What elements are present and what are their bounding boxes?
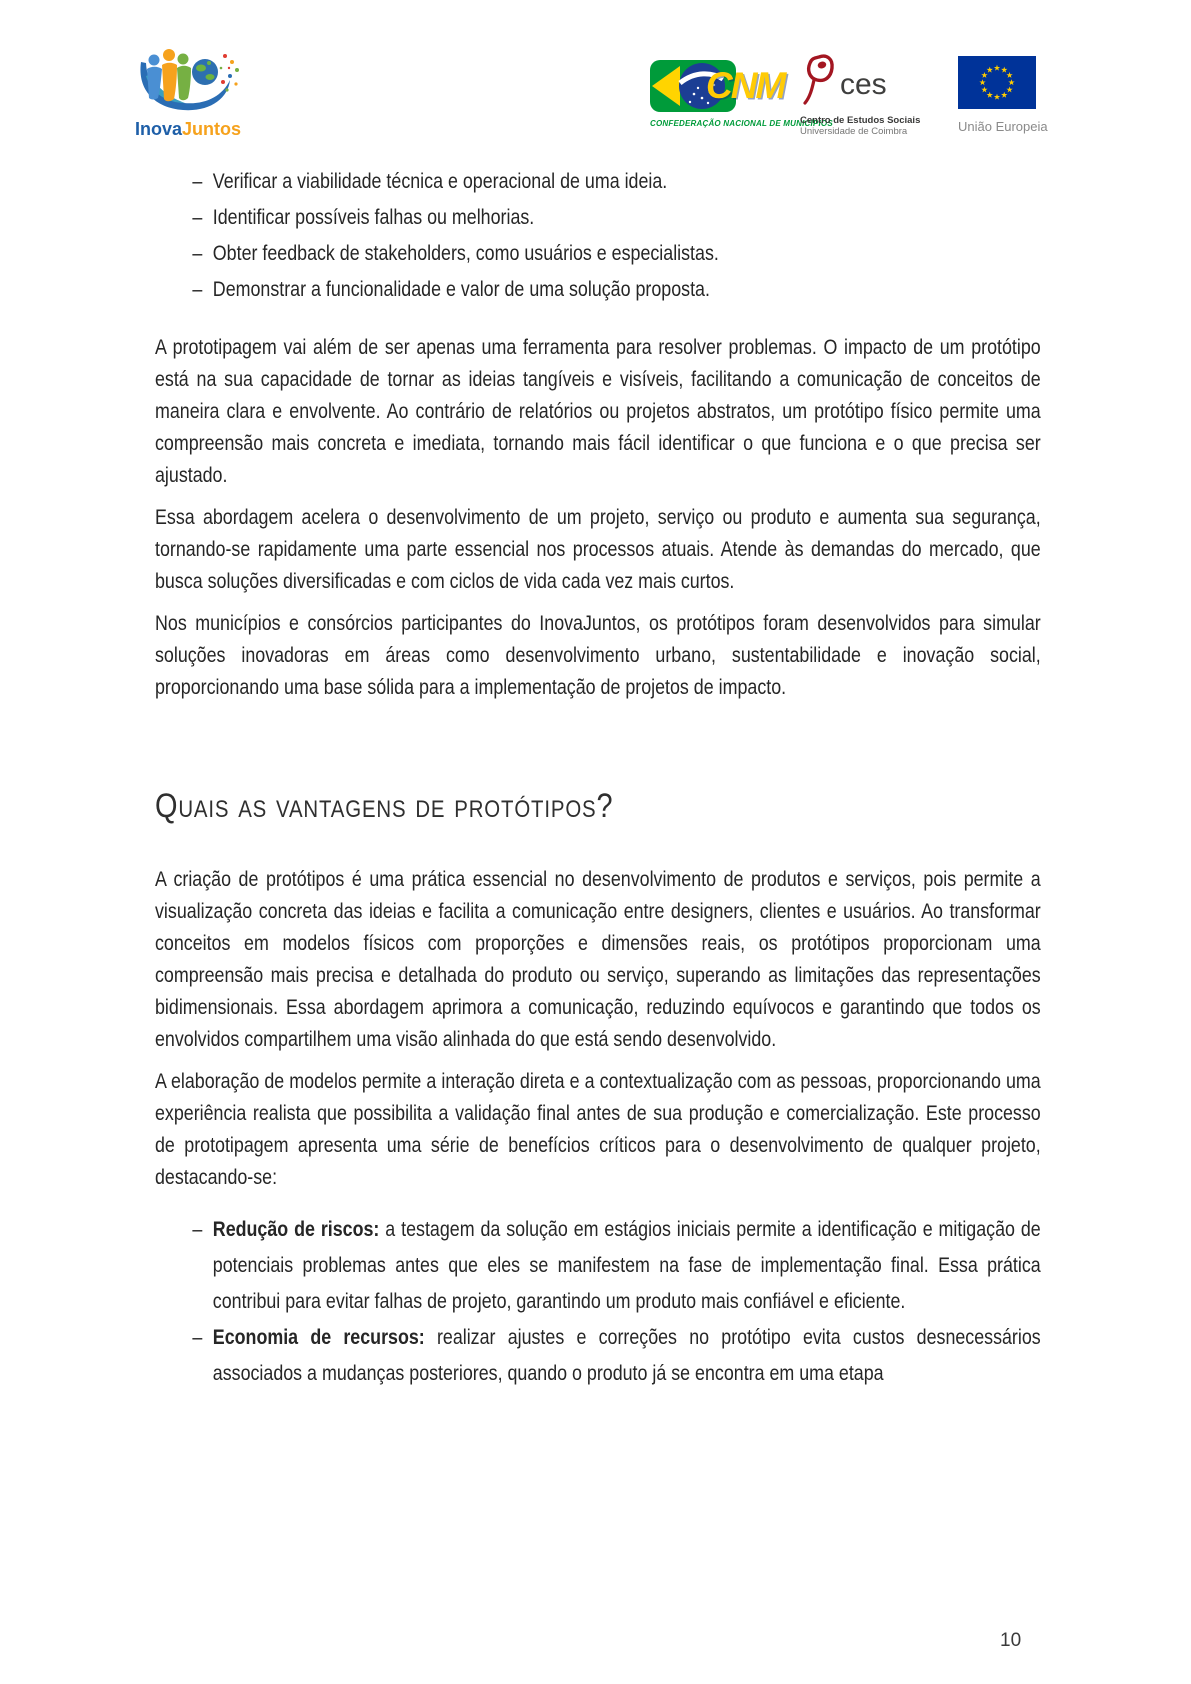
eu-flag-icon <box>958 56 1036 109</box>
benefit-description: realizar ajustes e correções no protótipo evita custos desnecessários associados a mudanças posteriores, quando o produto já se encontra em uma etapa <box>212 1326 1041 1385</box>
cnm-logo <box>650 58 833 128</box>
inovajuntos-wordmark <box>132 119 244 140</box>
list-item-text: Verificar a viabilidade técnica e operacional de uma ideia. <box>212 170 668 193</box>
list-item-text: Demonstrar a funcionalidade e valor de uma solução proposta. <box>212 278 710 301</box>
dash-marker: – <box>192 1218 203 1241</box>
list-item-text: Obter feedback de stakeholders, como usuários e especialistas. <box>212 242 719 265</box>
benefit-label: Redução de riscos: <box>212 1218 380 1241</box>
eu-logo <box>958 56 1048 134</box>
intro-bullet-list <box>155 164 1041 308</box>
inovajuntos-logo <box>132 46 244 140</box>
cnm-acronym: CNM <box>706 65 785 106</box>
ces-symbol-icon <box>800 50 838 110</box>
benefit-label: Economia de recursos: <box>212 1326 425 1349</box>
list-item <box>155 272 1041 308</box>
dash-marker: – <box>192 278 203 301</box>
page-number: 10 <box>1000 1630 1022 1651</box>
paragraph: A prototipagem vai além de ser apenas uma ferramenta para resolver problemas. O impacto de um protótipo está na sua capacidade de tornar as ideias tangíveis e visíveis, facilitando a comunicação de conceitos de maneira clara e envolvente. Ao contrário de relatórios ou projetos abstratos, um protótipo físico permite uma compreensão mais concreta e imediata, tornando mais fácil identificar o que funciona e o que precisa ser ajustado. <box>155 336 1041 487</box>
benefit-text <box>213 1326 1041 1385</box>
section-heading: Quais as vantagens de protótipos? <box>155 787 614 825</box>
dash-marker: – <box>192 242 203 265</box>
dash-marker: – <box>192 170 203 193</box>
benefit-description: a testagem da solução em estágios iniciais permite a identificação e mitigação de potenciais problemas antes que eles se manifestem na fase de implementação final. Essa prática contribui para evitar falhas de projeto, garantindo um produto mais confiável e eficiente. <box>212 1218 1041 1313</box>
document-body <box>155 164 1041 1392</box>
list-item <box>155 1320 1041 1392</box>
cnm-caption: CONFEDERAÇÃO NACIONAL DE MUNICÍPIOS <box>650 119 833 128</box>
paragraph: A elaboração de modelos permite a interação direta e a contextualização com as pessoas, proporcionando uma experiência realista que possibilita a validação final antes de sua produção e comercialização. Este processo de prototipagem apresenta uma série de benefícios críticos para o desenvolvimento de qualquer projeto, destacando-se: <box>155 1070 1041 1189</box>
paragraph: Essa abordagem acelera o desenvolvimento de um projeto, serviço ou produto e aumenta sua segurança, tornando-se rapidamente uma parte essencial nos processos atuais. Atende às demandas do mercado, que busca soluções diversificadas e com ciclos de vida cada vez mais curtos. <box>155 506 1041 593</box>
list-item <box>155 200 1041 236</box>
ces-caption-line1: Centro de Estudos Sociais <box>800 115 921 126</box>
paragraph: A criação de protótipos é uma prática essencial no desenvolvimento de produtos e serviços, pois permite a visualização concreta das ideias e facilita a comunicação entre designers, clientes e usuários. Ao transformar conceitos em modelos físicos com proporções e dimensões reais, os protótipos proporcionam uma compreensão mais precisa e detalhada do produto ou serviço, superando as limitações das representações bidimensionais. Essa abordagem aprimora a comunicação, reduzindo equívocos e garantindo que todos os envolvidos compartilhem uma visão alinhada do que está sendo desenvolvido. <box>155 868 1041 1051</box>
inovajuntos-logo-icon <box>132 46 244 116</box>
list-item <box>155 1212 1041 1320</box>
benefit-text <box>213 1218 1041 1313</box>
list-item-text: Identificar possíveis falhas ou melhorias. <box>212 206 535 229</box>
ces-logo <box>800 50 920 137</box>
dash-marker: – <box>192 206 203 229</box>
ces-acronym: ces <box>840 68 887 101</box>
paragraph: Nos municípios e consórcios participantes do InovaJuntos, os protótipos foram desenvolvidos para simular soluções inovadoras em áreas como desenvolvimento urbano, sustentabilidade e inovação social, proporcionando uma base sólida para a implementação de projetos de impacto. <box>155 612 1041 699</box>
list-item <box>155 164 1041 200</box>
ces-caption-line2: Universidade de Coimbra <box>800 126 908 137</box>
dash-marker: – <box>192 1326 203 1349</box>
eu-caption: União Europeia <box>958 119 1048 134</box>
list-item <box>155 236 1041 272</box>
inovajuntos-wordmark-juntos: Juntos <box>182 119 242 139</box>
benefits-list <box>155 1212 1041 1392</box>
inovajuntos-wordmark-inova: Inova <box>134 119 182 139</box>
